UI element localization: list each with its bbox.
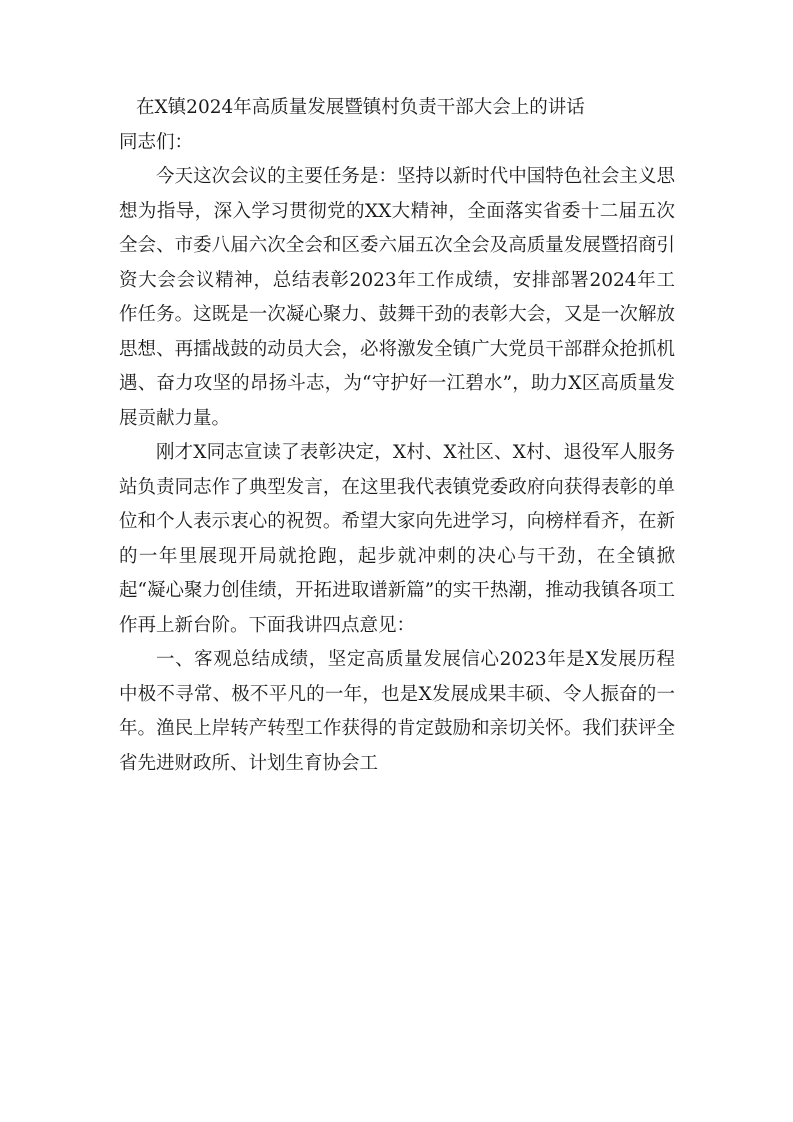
paragraph-commendation: 刚才X同志宣读了表彰决定，X村、X社区、X村、退役军人服务站负责同志作了典型发言，在这里我代表镇党委政府向获得表彰的单位和个人表示衷心的祝贺。希望大家向先进学习，向榜样看齐，在新的一年里展现开局就抢跑，起步就冲刺的决心与干劲，在全镇掀起“凝心聚力创佳绩，开拓进取谱新篇”的实干热潮，推动我镇各项工作再上新台阶。下面我讲四点意见： (119, 442, 675, 636)
salutation: 同志们： (119, 131, 194, 153)
document-body (119, 91, 675, 781)
paragraph-section-one: 一、客观总结成绩，坚定高质量发展信心2023年是X发展历程中极不寻常、极不平凡的一年，也是X发展成果丰硕、令人振奋的一年。渔民上岸转产转型工作获得的肯定鼓励和亲切关怀。我们获评全省先进财政所、计划生育协会工 (119, 649, 675, 774)
paragraph-meeting-tasks: 今天这次会议的主要任务是：坚持以新时代中国特色社会主义思想为指导，深入学习贯彻党的XX大精神，全面落实省委十二届五次全会、市委八届六次全会和区委六届五次全会及高质量发展暨招商引资大会会议精神，总结表彰2023年工作成绩，安排部署2024年工作任务。这既是一次凝心聚力、鼓舞干劲的表彰大会，又是一次解放思想、再擂战鼓的动员大会，必将激发全镇广大党员干部群众抢抓机遇、奋力攻坚的昂扬斗志，为“守护好一江碧水”，助力X区高质量发展贡献力量。 (119, 166, 675, 429)
document-title: 在X镇2024年高质量发展暨镇村负责干部大会上的讲话 (136, 97, 585, 118)
